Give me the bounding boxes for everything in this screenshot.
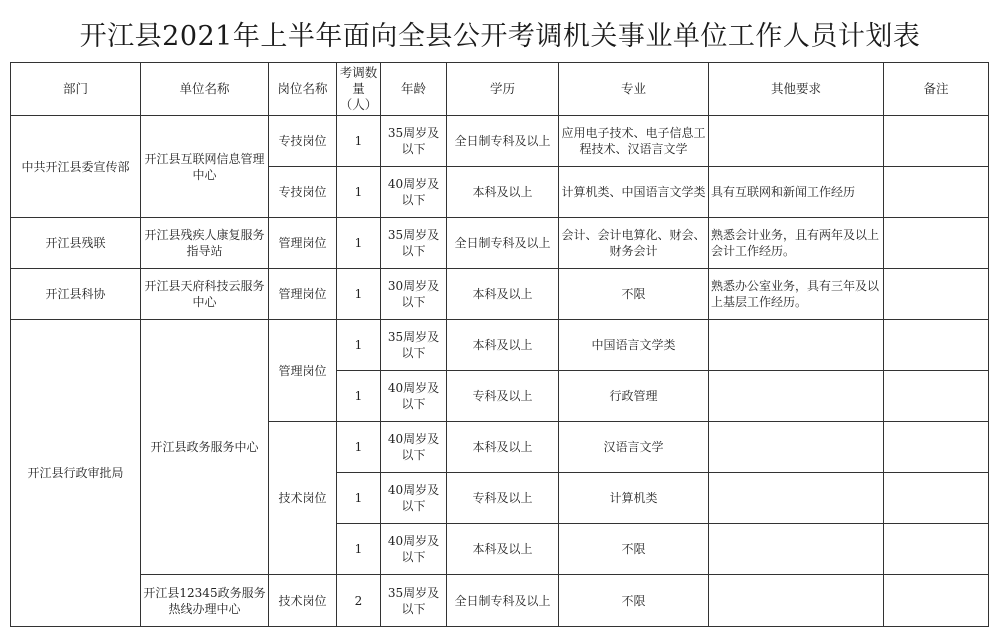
cell-note [884, 167, 989, 218]
table-row [11, 320, 989, 371]
cell-dept: 开江县残联 [11, 218, 141, 269]
cell-quota: 1 [337, 371, 381, 422]
cell-other [709, 422, 884, 473]
cell-quota: 1 [337, 218, 381, 269]
cell-unit: 开江县天府科技云服务中心 [141, 269, 269, 320]
cell-quota: 1 [337, 116, 381, 167]
cell-post: 管理岗位 [269, 269, 337, 320]
cell-edu: 专科及以上 [447, 473, 559, 524]
cell-post: 技术岗位 [269, 575, 337, 627]
cell-edu: 本科及以上 [447, 320, 559, 371]
header-quota: 考调数量（人） [337, 63, 381, 116]
cell-dept: 开江县科协 [11, 269, 141, 320]
header-other: 其他要求 [709, 63, 884, 116]
header-age: 年龄 [381, 63, 447, 116]
cell-unit: 开江县互联网信息管理中心 [141, 116, 269, 218]
cell-post: 管理岗位 [269, 320, 337, 422]
cell-major: 不限 [559, 269, 709, 320]
cell-age: 40周岁及以下 [381, 524, 447, 575]
cell-other [709, 524, 884, 575]
cell-major: 会计、会计电算化、财会、财务会计 [559, 218, 709, 269]
table-header-row [11, 63, 989, 116]
cell-major: 计算机类 [559, 473, 709, 524]
cell-age: 35周岁及以下 [381, 320, 447, 371]
cell-other [709, 320, 884, 371]
cell-major: 汉语言文学 [559, 422, 709, 473]
cell-age: 40周岁及以下 [381, 473, 447, 524]
cell-edu: 本科及以上 [447, 269, 559, 320]
cell-other [709, 473, 884, 524]
cell-quota: 1 [337, 167, 381, 218]
cell-quota: 1 [337, 524, 381, 575]
cell-age: 40周岁及以下 [381, 422, 447, 473]
cell-note [884, 116, 989, 167]
cell-edu: 专科及以上 [447, 371, 559, 422]
cell-note [884, 524, 989, 575]
cell-note [884, 575, 989, 627]
cell-note [884, 422, 989, 473]
cell-edu: 全日制专科及以上 [447, 116, 559, 167]
cell-other [709, 575, 884, 627]
header-edu: 学历 [447, 63, 559, 116]
cell-major: 行政管理 [559, 371, 709, 422]
cell-quota: 1 [337, 269, 381, 320]
cell-age: 40周岁及以下 [381, 371, 447, 422]
cell-unit: 开江县12345政务服务热线办理中心 [141, 575, 269, 627]
cell-quota: 1 [337, 473, 381, 524]
cell-note [884, 218, 989, 269]
cell-age: 35周岁及以下 [381, 116, 447, 167]
cell-quota: 2 [337, 575, 381, 627]
page-title: 开江县2021年上半年面向全县公开考调机关事业单位工作人员计划表 [79, 21, 921, 52]
cell-edu: 本科及以上 [447, 167, 559, 218]
cell-age: 30周岁及以下 [381, 269, 447, 320]
header-unit: 单位名称 [141, 63, 269, 116]
cell-post: 专技岗位 [269, 116, 337, 167]
table-row [11, 218, 989, 269]
header-major: 专业 [559, 63, 709, 116]
table-row [11, 116, 989, 167]
header-post: 岗位名称 [269, 63, 337, 116]
cell-edu: 全日制专科及以上 [447, 218, 559, 269]
cell-note [884, 320, 989, 371]
header-dept: 部门 [11, 63, 141, 116]
cell-other: 熟悉办公室业务，具有三年及以上基层工作经历。 [709, 269, 884, 320]
cell-note [884, 269, 989, 320]
cell-edu: 本科及以上 [447, 524, 559, 575]
cell-edu: 本科及以上 [447, 422, 559, 473]
cell-major: 计算机类、中国语言文学类 [559, 167, 709, 218]
cell-major: 中国语言文学类 [559, 320, 709, 371]
header-note: 备注 [884, 63, 989, 116]
cell-other: 具有互联网和新闻工作经历 [709, 167, 884, 218]
cell-age: 35周岁及以下 [381, 218, 447, 269]
cell-unit: 开江县政务服务中心 [141, 320, 269, 575]
cell-dept: 开江县行政审批局 [11, 320, 141, 627]
cell-unit: 开江县残疾人康复服务指导站 [141, 218, 269, 269]
cell-major: 应用电子技术、电子信息工程技术、汉语言文学 [559, 116, 709, 167]
recruitment-plan-table [10, 62, 989, 627]
cell-other: 熟悉会计业务，且有两年及以上会计工作经历。 [709, 218, 884, 269]
cell-post: 专技岗位 [269, 167, 337, 218]
cell-age: 35周岁及以下 [381, 575, 447, 627]
cell-dept: 中共开江县委宣传部 [11, 116, 141, 218]
cell-other [709, 116, 884, 167]
cell-other [709, 371, 884, 422]
cell-quota: 1 [337, 320, 381, 371]
cell-quota: 1 [337, 422, 381, 473]
cell-edu: 全日制专科及以上 [447, 575, 559, 627]
cell-post: 技术岗位 [269, 422, 337, 575]
cell-major: 不限 [559, 524, 709, 575]
cell-note [884, 371, 989, 422]
cell-note [884, 473, 989, 524]
table-row [11, 269, 989, 320]
table-row [11, 575, 989, 627]
cell-age: 40周岁及以下 [381, 167, 447, 218]
cell-post: 管理岗位 [269, 218, 337, 269]
cell-major: 不限 [559, 575, 709, 627]
